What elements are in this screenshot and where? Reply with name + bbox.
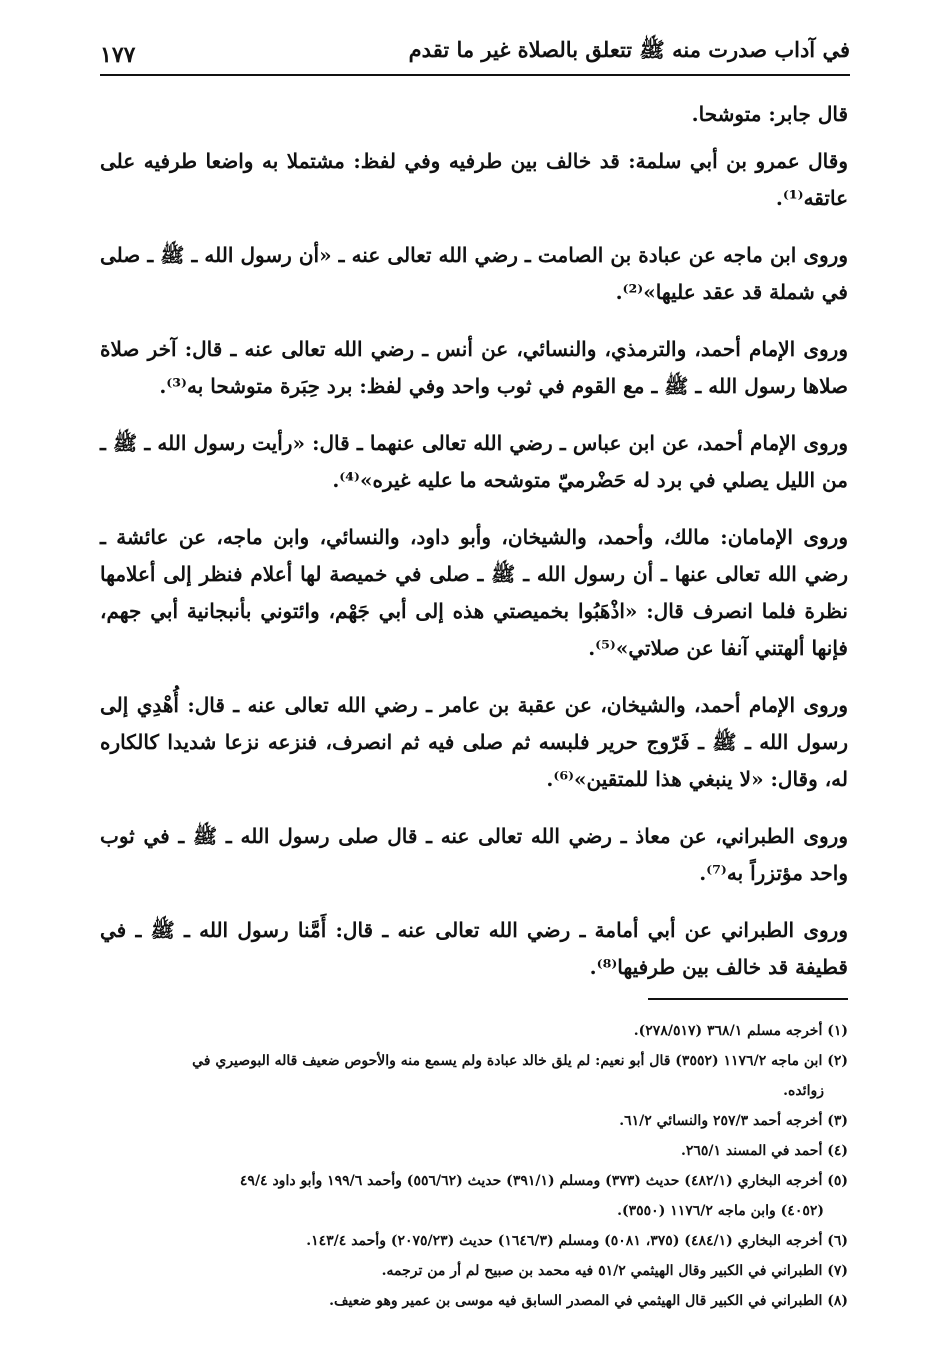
- running-header: [100, 34, 850, 76]
- paragraph: وروى الطبراني، عن معاذ ـ رضي الله تعالى عنه ـ قال صلى رسول الله ـ ﷺ ـ في ثوب واحد مؤتزراً به⁽⁷⁾.: [100, 824, 848, 885]
- footnote: [100, 1226, 848, 1256]
- footnote-number: (٨): [827, 1293, 848, 1309]
- paragraph: وروى الإمام أحمد، والترمذي، والنسائي، عن أنس ـ رضي الله تعالى عنه ـ قال: آخر صلاة صلاها رسول الله ـ ﷺ ـ مع القوم في ثوب واحد وفي لفظ: برد حِبَرة متوشحا به⁽³⁾.: [100, 337, 848, 398]
- footnote: [100, 1046, 848, 1076]
- header-title: في آداب صدرت منه ﷺ تتعلق بالصلاة غير ما تقدم: [408, 37, 850, 62]
- footnote-number: (١): [827, 1023, 848, 1039]
- footnote: [100, 1136, 848, 1166]
- footnote: [100, 1256, 848, 1286]
- footnote-text: الطبراني في الكبير قال الهيثمي في المصدر السابق فيه موسى بن عمير وهو ضعيف.: [329, 1293, 823, 1309]
- footnote-text: أخرجه أحمد ٢٥٧/٣ والنسائي ٦١/٢.: [619, 1113, 823, 1129]
- footnote-number: (٥): [827, 1173, 848, 1189]
- footnote-text: أخرجه البخاري (٤٨٢/١) حديث (٣٧٣) ومسلم (٣٩١/١) حديث (٥٥٦/٦٢) وأحمد ١٩٩/٦ وأبو داود ٤٩/٤: [239, 1173, 823, 1189]
- footnote-divider: [648, 998, 848, 1000]
- footnotes: [100, 1016, 848, 1316]
- footnote-continuation: (٤٠٥٢) وابن ماجه ١١٧٦/٢ (٣٥٥٠).: [617, 1203, 824, 1219]
- paragraph: قال جابر: متوشحا.: [691, 102, 848, 126]
- footnote: [100, 1016, 848, 1046]
- paragraph: وقال عمرو بن أبي سلمة: قد خالف بين طرفيه وفي لفظ: مشتملا به واضعا طرفيه على عاتقه⁽¹⁾.: [100, 149, 848, 210]
- paragraph: وروى الإمام أحمد، عن ابن عباس ـ رضي الله تعالى عنهما ـ قال: «رأيت رسول الله ـ ﷺ ـ من الليل يصلي في برد له حَضْرميّ متوشحه ما عليه غيره»⁽⁴⁾.: [100, 431, 848, 492]
- footnote-number: (٤): [827, 1143, 848, 1159]
- paragraph: وروى ابن ماجه عن عبادة بن الصامت ـ رضي الله تعالى عنه ـ «أن رسول الله ـ ﷺ ـ صلى في شملة قد عقد عليها»⁽²⁾.: [100, 243, 848, 304]
- footnote: [100, 1166, 848, 1196]
- page-number: ١٧٧: [100, 42, 136, 68]
- footnote-number: (٢): [827, 1053, 848, 1069]
- footnote-text: أخرجه مسلم ٣٦٨/١ (٢٧٨/٥١٧).: [633, 1023, 823, 1039]
- paragraph: وروى الطبراني عن أبي أمامة ـ رضي الله تعالى عنه ـ قال: أَمَّنا رسول الله ـ ﷺ ـ في قطيفة قد خالف بين طرفيها⁽⁸⁾.: [100, 918, 848, 979]
- footnote-number: (٧): [827, 1263, 848, 1279]
- footnote: [100, 1106, 848, 1136]
- footnote-text: أحمد في المسند ٢٦٥/١.: [680, 1143, 823, 1159]
- footnote-text: ابن ماجه ١١٧٦/٢ (٣٥٥٢) قال أبو نعيم: لم يلق خالد عبادة ولم يسمع منه والأحوص ضعيف قاله البوصيري في: [192, 1053, 823, 1069]
- footnote: [100, 1286, 848, 1316]
- footnote-continuation: زوائده.: [783, 1083, 824, 1099]
- footnote-number: (٦): [827, 1233, 848, 1249]
- paragraph: وروى الإمامان: مالك، وأحمد، والشيخان، وأبو داود، والنسائي، وابن ماجه، عن عائشة ـ رضي الله تعالى عنها ـ أن رسول الله ـ ﷺ ـ صلى في خميصة لها أعلام فنظر إلى أعلامها نظرة فلما انصرف قال: «اذْهَبُوا بخميصتي هذه إلى أبي جَهْم، وائتوني بأنبجانية أبي جهم، فإنها ألهتني آنفا عن صلاتي»⁽⁵⁾.: [100, 525, 848, 660]
- footnote-number: (٣): [827, 1113, 848, 1129]
- main-text: [100, 96, 848, 1006]
- footnote-text: أخرجه البخاري (٤٨٤/١) (٣٧٥، ٥٠٨١) ومسلم (١٦٤٦/٣) حديث (٢٠٧٥/٢٣) وأحمد ١٤٣/٤.: [306, 1233, 823, 1249]
- paragraph: وروى الإمام أحمد، والشيخان، عن عقبة بن عامر ـ رضي الله تعالى عنه ـ قال: أُهْدِي إلى رسول الله ـ ﷺ ـ فَرّوج حرير فلبسه ثم صلى فيه ثم انصرف، فنزعه نزعا شديدا كالكاره له، وقال: «لا ينبغي هذا للمتقين»⁽⁶⁾.: [100, 693, 848, 791]
- footnote-text: الطبراني في الكبير وقال الهيثمي ٥١/٢ فيه محمد بن صبيح لم أر من ترجمه.: [381, 1263, 823, 1279]
